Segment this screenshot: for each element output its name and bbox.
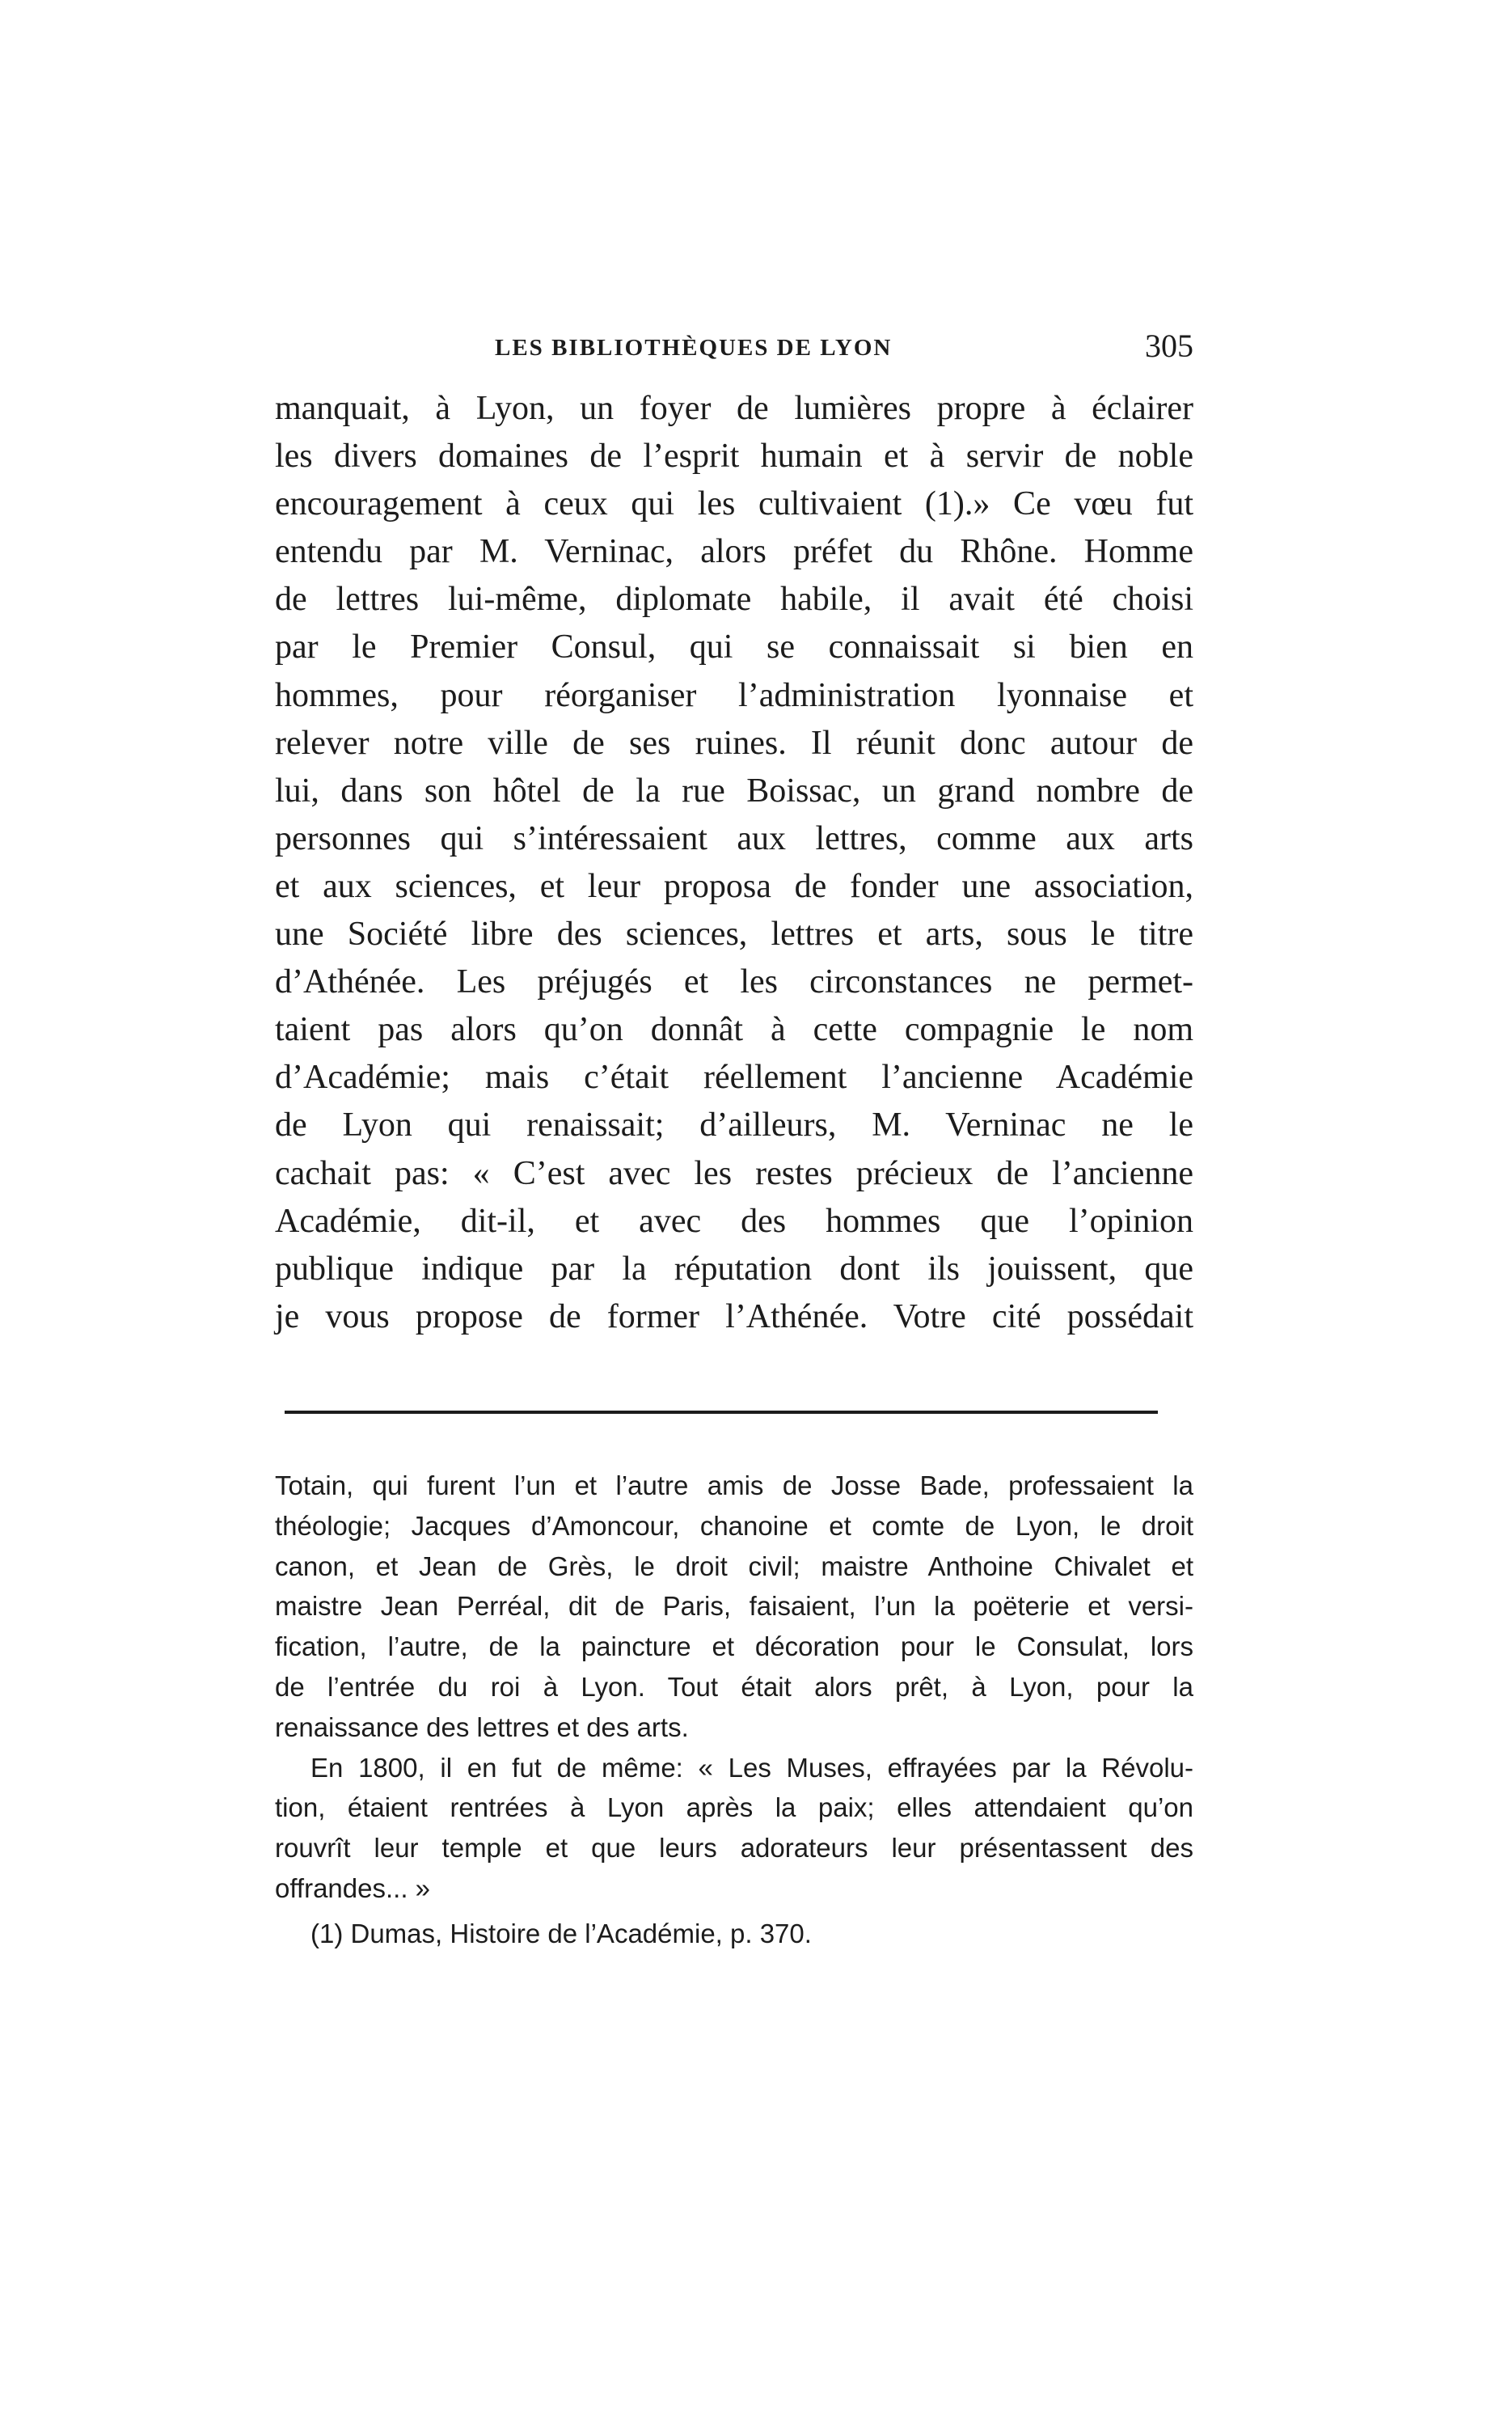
footnote-citation: (1) Dumas, Histoire de l’Académie, p. 370. bbox=[310, 1918, 812, 1948]
text-line: hommes, pour réorganiser l’administration lyonnaise et bbox=[275, 676, 1193, 714]
text-line: de Lyon qui renaissait; d’ailleurs, M. Verninac ne le bbox=[275, 1106, 1193, 1144]
footnote-line: En 1800, il en fut de même: « Les Muses, effrayées par la Révolu- bbox=[310, 1752, 1193, 1783]
text-line: publique indique par la réputation dont ils jouissent, que bbox=[275, 1250, 1193, 1288]
running-title: LES BIBLIOTHÈQUES DE LYON bbox=[495, 335, 893, 361]
text-line: entendu par M. Verninac, alors préfet du Rhône. Homme bbox=[275, 533, 1193, 571]
footnote-line: Totain, qui furent l’un et l’autre amis de Josse Bade, professaient la bbox=[275, 1470, 1193, 1500]
footnote-line: canon, et Jean de Grès, le droit civil; maistre Anthoine Chivalet et bbox=[275, 1551, 1193, 1581]
text-line: une Société libre des sciences, lettres et arts, sous le titre bbox=[275, 916, 1193, 954]
text-line: cachait pas: « C’est avec les restes précieux de l’ancienne bbox=[275, 1154, 1193, 1192]
footnote-separator bbox=[285, 1411, 1158, 1414]
text-line: encouragement à ceux qui les cultivaient (1).» Ce vœu fut bbox=[275, 485, 1193, 523]
footnote-line: renaissance des lettres et des arts. bbox=[275, 1711, 689, 1742]
text-line: Académie, dit-il, et avec des hommes que l’opinion bbox=[275, 1202, 1193, 1240]
footnote-line: fication, l’autre, de la paincture et décoration pour le Consulat, lors bbox=[275, 1631, 1193, 1662]
text-line: lui, dans son hôtel de la rue Boissac, un grand nombre de bbox=[275, 772, 1193, 810]
text-line: d’Athénée. Les préjugés et les circonstances ne permet- bbox=[275, 963, 1193, 1001]
text-line: de lettres lui-même, diplomate habile, il avait été choisi bbox=[275, 581, 1193, 619]
text-line: je vous propose de former l’Athénée. Votre cité possédait bbox=[275, 1297, 1193, 1335]
main-text bbox=[275, 385, 1193, 1341]
page-header bbox=[275, 330, 1193, 379]
text-line: manquait, à Lyon, un foyer de lumières propre à éclairer bbox=[275, 390, 1193, 427]
text-line: personnes qui s’intéressaient aux lettres, comme aux arts bbox=[275, 819, 1193, 857]
footnote-line: théologie; Jacques d’Amoncour, chanoine et comte de Lyon, le droit bbox=[275, 1510, 1193, 1541]
footnotes bbox=[275, 1466, 1193, 1954]
text-line: taient pas alors qu’on donnât à cette compagnie le nom bbox=[275, 1011, 1193, 1049]
text-line: d’Académie; mais c’était réellement l’ancienne Académie bbox=[275, 1059, 1193, 1097]
text-line: par le Premier Consul, qui se connaissait si bien en bbox=[275, 628, 1193, 666]
page-number: 305 bbox=[1145, 328, 1193, 364]
footnote-line: de l’entrée du roi à Lyon. Tout était alors prêt, à Lyon, pour la bbox=[275, 1671, 1193, 1702]
text-line: relever notre ville de ses ruines. Il réunit donc autour de bbox=[275, 724, 1193, 762]
footnote-line: tion, étaient rentrées à Lyon après la paix; elles attendaient qu’on bbox=[275, 1792, 1193, 1823]
text-line: les divers domaines de l’esprit humain et à servir de noble bbox=[275, 438, 1193, 476]
footnote-line: offrandes... » bbox=[275, 1872, 431, 1903]
footnote-line: rouvrît leur temple et que leurs adorateurs leur présentassent des bbox=[275, 1833, 1193, 1864]
text-line: et aux sciences, et leur proposa de fonder une association, bbox=[275, 867, 1193, 905]
footnote-line: maistre Jean Perréal, dit de Paris, faisaient, l’un la poëterie et versi- bbox=[275, 1591, 1193, 1622]
